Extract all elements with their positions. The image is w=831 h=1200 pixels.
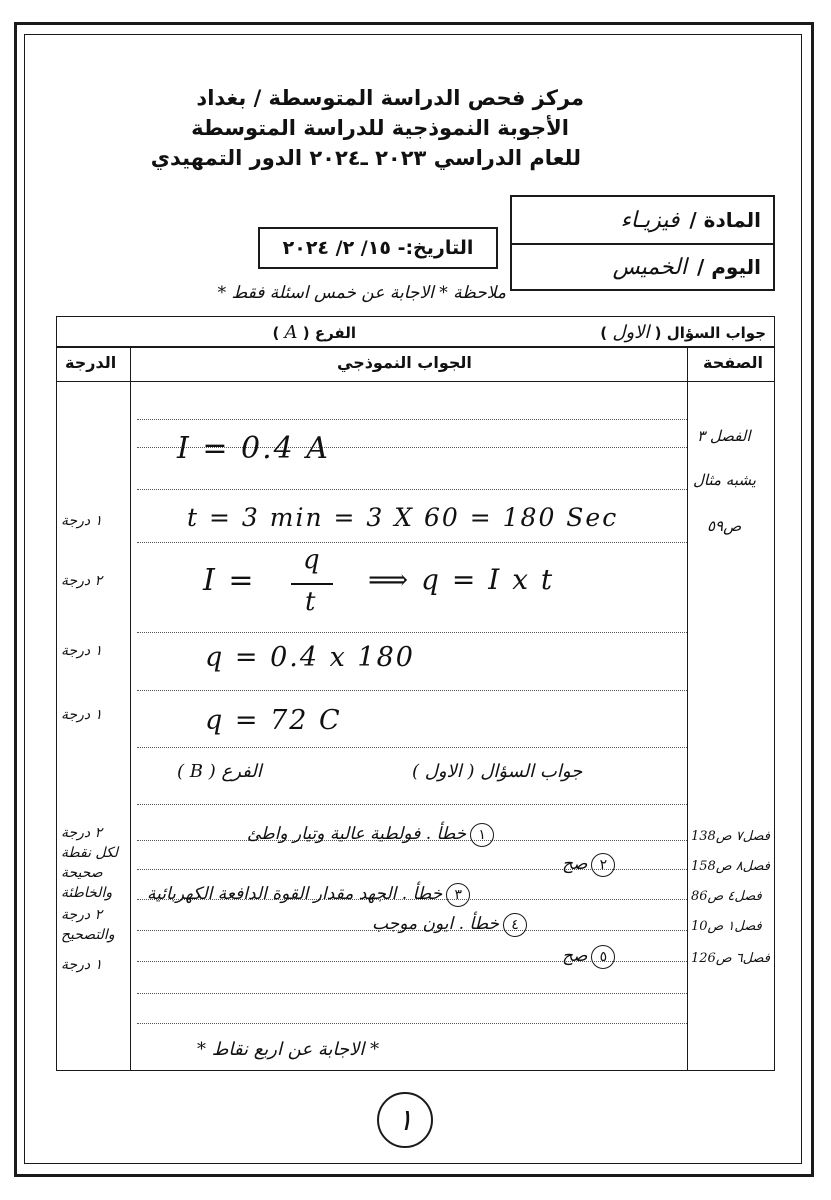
- page-ref-b-4: فصل١ ص10: [691, 919, 762, 934]
- page-column-header: الصفحة: [703, 353, 764, 372]
- grade-b-1: ٢ درجة: [61, 825, 103, 841]
- item-number: ١: [470, 823, 494, 847]
- question-label: جواب السؤال ( الاول ): [600, 322, 766, 343]
- answer-b-4: ٤خطأ . ايون موجب: [372, 913, 531, 937]
- grade-column-divider: [130, 347, 131, 1070]
- grade-a-4: ١ درجة: [61, 707, 103, 723]
- footer-note: * الاجابة عن اربع نقاط *: [197, 1039, 380, 1060]
- grade-a-3: ١ درجة: [61, 643, 103, 659]
- grade-column-header: الدرجة: [65, 353, 117, 372]
- grade-a-2: ٢ درجة: [61, 573, 103, 589]
- dotted-line: [137, 489, 687, 490]
- formula-denominator: t: [305, 587, 318, 617]
- page-column-divider: [687, 347, 688, 1070]
- grade-b-2: لكل نقطة: [61, 845, 119, 861]
- grade-b-6: والتصحيح: [61, 927, 115, 943]
- branch-b-question: جواب السؤال ( الاول ): [412, 761, 583, 782]
- formula-left: I =: [203, 563, 256, 598]
- page-number: ١: [377, 1092, 433, 1148]
- page-ref-b-3: فصل٤ ص86: [691, 889, 762, 904]
- date-label: التاريخ:-: [397, 237, 474, 259]
- grade-b-7: ١ درجة: [61, 957, 103, 973]
- answer-charge-calc: q = 0.4 x 180: [205, 642, 415, 673]
- dotted-line: [137, 747, 687, 748]
- branch-b-label: الفرع ( B ): [177, 761, 262, 782]
- dotted-line: [137, 542, 687, 543]
- formula-numerator: q: [303, 545, 322, 575]
- subject-value: فيزيـاء: [620, 207, 680, 233]
- answer-current: I = 0.4 A: [177, 431, 330, 466]
- answer-table: [56, 346, 775, 1071]
- answer-b-1: ١خطأ . فولطية عالية وتيار واطئ: [247, 823, 498, 847]
- dotted-line: [137, 993, 687, 994]
- branch-value: A: [284, 322, 298, 343]
- subject-box: [510, 195, 775, 291]
- date-box: [258, 227, 498, 269]
- grade-b-4: والخاطئة: [61, 885, 113, 901]
- page-ref-a-line2: يشبه مثال: [693, 471, 756, 489]
- dotted-line: [137, 690, 687, 691]
- document-title: الأجوبة النموذجية للدراسة المتوسطة: [191, 116, 569, 140]
- item-number: ٣: [446, 883, 470, 907]
- subject-row: [512, 197, 773, 243]
- date-value: ١٥/ ٢/ ٢٠٢٤: [282, 237, 391, 259]
- answer-b-2: ٢صح: [562, 853, 619, 877]
- dotted-line: [137, 1023, 687, 1024]
- subject-label: المادة /: [689, 208, 761, 232]
- dotted-line: [137, 419, 687, 420]
- day-label: اليوم /: [697, 255, 761, 279]
- item-number: ٤: [503, 913, 527, 937]
- question-number: الاول: [612, 322, 650, 343]
- page-ref-b-2: فصل٨ ص158: [691, 859, 771, 874]
- page-ref-a-line1: الفصل ٣: [697, 427, 751, 445]
- question-header-row: [56, 316, 775, 348]
- branch-label: الفرع ( A ): [272, 322, 356, 343]
- item-number: ٢: [591, 853, 615, 877]
- answer-column-header: الجواب النموذجي: [337, 353, 472, 372]
- answer-b-3: ٣خطأ . الجهد مقدار القوة الدافعة الكهربائية: [147, 883, 474, 907]
- page-ref-a-line3: ص٥٩: [707, 517, 742, 535]
- formula-right: ⟹ q = I x t: [368, 563, 555, 596]
- answer-b-5: ٥صح: [562, 945, 619, 969]
- answer-charge-result: q = 72 C: [205, 705, 342, 736]
- day-value: الخميس: [612, 254, 687, 280]
- day-row: [512, 243, 773, 289]
- fraction-bar: [291, 583, 333, 585]
- item-number: ٥: [591, 945, 615, 969]
- center-title: مركز فحص الدراسة المتوسطة / بغداد: [196, 86, 584, 110]
- answer-time: t = 3 min = 3 X 60 = 180 Sec: [187, 503, 619, 532]
- page-ref-b-5: فصل٦ ص126: [691, 951, 771, 966]
- instruction-note: ملاحظة * الاجابة عن خمس اسئلة فقط *: [217, 283, 506, 303]
- dotted-line: [137, 804, 687, 805]
- page-ref-b-1: فصل٧ ص138: [691, 829, 771, 844]
- grade-a-1: ١ درجة: [61, 513, 103, 529]
- grade-b-5: ٢ درجة: [61, 907, 103, 923]
- dotted-line: [137, 632, 687, 633]
- grade-b-3: صحيحة: [61, 865, 103, 881]
- academic-year: للعام الدراسي ٢٠٢٣ ـ٢٠٢٤ الدور التمهيدي: [150, 146, 581, 170]
